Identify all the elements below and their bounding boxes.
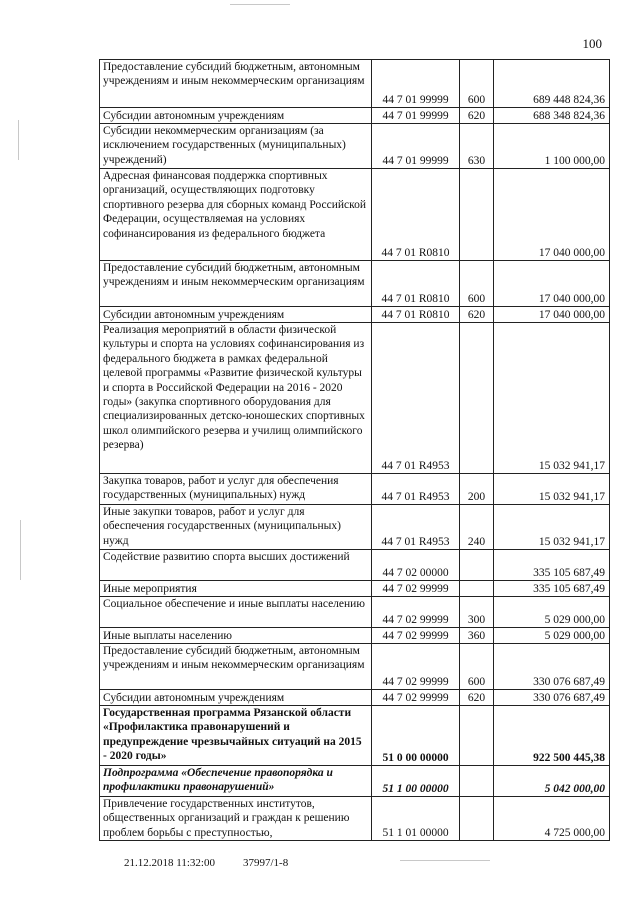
expense-name-cell: Государственная программа Рязанской области «Профилактика правонарушений и предупреждение чрезвычайных ситуаций на 2015 - 2020 годы» <box>100 706 372 766</box>
target-code-cell: 44 7 02 99999 <box>372 644 460 690</box>
amount-cell: 15 032 941,17 <box>494 323 610 474</box>
expense-type-cell <box>460 706 494 766</box>
table-row <box>100 60 610 108</box>
expense-type-cell: 240 <box>460 505 494 550</box>
budget-table-body <box>100 60 610 841</box>
target-code-cell: 51 0 00 00000 <box>372 706 460 766</box>
table-row <box>100 706 610 766</box>
budget-table <box>99 59 610 841</box>
target-code-cell: 44 7 02 99999 <box>372 690 460 706</box>
expense-name-cell: Содействие развитию спорта высших достижений <box>100 550 372 581</box>
expense-name-cell: Субсидии автономным учреждениям <box>100 307 372 323</box>
expense-type-cell <box>460 581 494 597</box>
expense-name-cell: Иные выплаты населению <box>100 628 372 644</box>
expense-type-cell: 620 <box>460 690 494 706</box>
table-row <box>100 581 610 597</box>
target-code-cell: 44 7 01 99999 <box>372 108 460 124</box>
expense-type-cell: 600 <box>460 60 494 108</box>
amount-cell: 335 105 687,49 <box>494 581 610 597</box>
amount-cell: 15 032 941,17 <box>494 474 610 505</box>
target-code-cell: 44 7 01 R0810 <box>372 307 460 323</box>
scan-artifact <box>20 520 21 580</box>
expense-name-cell: Адресная финансовая поддержка спортивных организаций, осуществляющих подготовку спортивного резерва для сборных команд Российской Федерации, осуществляемая на условиях софинансирования из федерального бюджета <box>100 169 372 261</box>
footer-document-id: 37997/1-8 <box>242 857 289 869</box>
amount-cell: 5 042 000,00 <box>494 766 610 797</box>
amount-cell: 5 029 000,00 <box>494 628 610 644</box>
expense-type-cell <box>460 550 494 581</box>
expense-type-cell: 600 <box>460 261 494 307</box>
expense-name-cell: Субсидии автономным учреждениям <box>100 108 372 124</box>
expense-type-cell: 620 <box>460 108 494 124</box>
expense-type-cell: 630 <box>460 124 494 169</box>
target-code-cell: 51 1 00 00000 <box>372 766 460 797</box>
table-row <box>100 108 610 124</box>
amount-cell: 335 105 687,49 <box>494 550 610 581</box>
amount-cell: 5 029 000,00 <box>494 597 610 628</box>
target-code-cell: 44 7 01 R4953 <box>372 474 460 505</box>
table-row <box>100 505 610 550</box>
amount-cell: 330 076 687,49 <box>494 690 610 706</box>
expense-name-cell: Социальное обеспечение и иные выплаты населению <box>100 597 372 628</box>
footer-timestamp: 21.12.2018 11:32:00 <box>124 857 215 869</box>
expense-type-cell: 600 <box>460 644 494 690</box>
page-number: 100 <box>582 36 602 51</box>
amount-cell: 17 040 000,00 <box>494 261 610 307</box>
expense-type-cell: 200 <box>460 474 494 505</box>
target-code-cell: 44 7 01 R4953 <box>372 505 460 550</box>
target-code-cell: 44 7 02 00000 <box>372 550 460 581</box>
table-row <box>100 797 610 841</box>
table-row <box>100 644 610 690</box>
target-code-cell: 44 7 01 99999 <box>372 60 460 108</box>
expense-name-cell: Субсидии автономным учреждениям <box>100 690 372 706</box>
expense-name-cell: Предоставление субсидий бюджетным, автономным учреждениям и иным некоммерческим организациям <box>100 644 372 690</box>
expense-type-cell: 360 <box>460 628 494 644</box>
table-row <box>100 628 610 644</box>
expense-type-cell <box>460 323 494 474</box>
target-code-cell: 44 7 01 R4953 <box>372 323 460 474</box>
target-code-cell: 44 7 02 99999 <box>372 581 460 597</box>
amount-cell: 4 725 000,00 <box>494 797 610 841</box>
expense-name-cell: Предоставление субсидий бюджетным, автономным учреждениям и иным некоммерческим организациям <box>100 60 372 108</box>
scan-artifact <box>230 4 290 5</box>
expense-name-cell: Иные мероприятия <box>100 581 372 597</box>
target-code-cell: 44 7 01 99999 <box>372 124 460 169</box>
amount-cell: 922 500 445,38 <box>494 706 610 766</box>
target-code-cell: 44 7 02 99999 <box>372 628 460 644</box>
scan-artifact <box>18 120 19 160</box>
expense-name-cell: Привлечение государственных институтов, общественных организаций и граждан к решению проблем борьбы с преступностью, <box>100 797 372 841</box>
table-row <box>100 766 610 797</box>
expense-name-cell: Подпрограмма «Обеспечение правопорядка и профилактики правонарушений» <box>100 766 372 797</box>
table-row <box>100 307 610 323</box>
expense-type-cell <box>460 169 494 261</box>
target-code-cell: 51 1 01 00000 <box>372 797 460 841</box>
expense-type-cell <box>460 766 494 797</box>
amount-cell: 17 040 000,00 <box>494 169 610 261</box>
table-row <box>100 323 610 474</box>
amount-cell: 1 100 000,00 <box>494 124 610 169</box>
amount-cell: 17 040 000,00 <box>494 307 610 323</box>
expense-type-cell <box>460 797 494 841</box>
amount-cell: 689 448 824,36 <box>494 60 610 108</box>
expense-type-cell: 620 <box>460 307 494 323</box>
table-row <box>100 690 610 706</box>
table-row <box>100 261 610 307</box>
amount-cell: 330 076 687,49 <box>494 644 610 690</box>
table-row <box>100 124 610 169</box>
target-code-cell: 44 7 01 R0810 <box>372 169 460 261</box>
table-row <box>100 474 610 505</box>
expense-type-cell: 300 <box>460 597 494 628</box>
expense-name-cell: Закупка товаров, работ и услуг для обеспечения государственных (муниципальных) нужд <box>100 474 372 505</box>
scan-artifact <box>400 860 490 861</box>
target-code-cell: 44 7 01 R0810 <box>372 261 460 307</box>
table-row <box>100 550 610 581</box>
target-code-cell: 44 7 02 99999 <box>372 597 460 628</box>
expense-name-cell: Субсидии некоммерческим организациям (за исключением государственных (муниципальных) учреждений) <box>100 124 372 169</box>
amount-cell: 15 032 941,17 <box>494 505 610 550</box>
page-footer <box>124 857 288 869</box>
amount-cell: 688 348 824,36 <box>494 108 610 124</box>
table-row <box>100 169 610 261</box>
expense-name-cell: Предоставление субсидий бюджетным, автономным учреждениям и иным некоммерческим организациям <box>100 261 372 307</box>
expense-name-cell: Иные закупки товаров, работ и услуг для обеспечения государственных (муниципальных) нужд <box>100 505 372 550</box>
table-row <box>100 597 610 628</box>
expense-name-cell: Реализация мероприятий в области физической культуры и спорта на условиях софинансирования из федерального бюджета в рамках федеральной целевой программы «Развитие физической культуры и спорта в Российской Федерации на 2016 - 2020 годы» (закупка спортивного оборудования для специализированных детско-юношеских спортивных школ олимпийского резерва и училищ олимпийского резерва) <box>100 323 372 474</box>
